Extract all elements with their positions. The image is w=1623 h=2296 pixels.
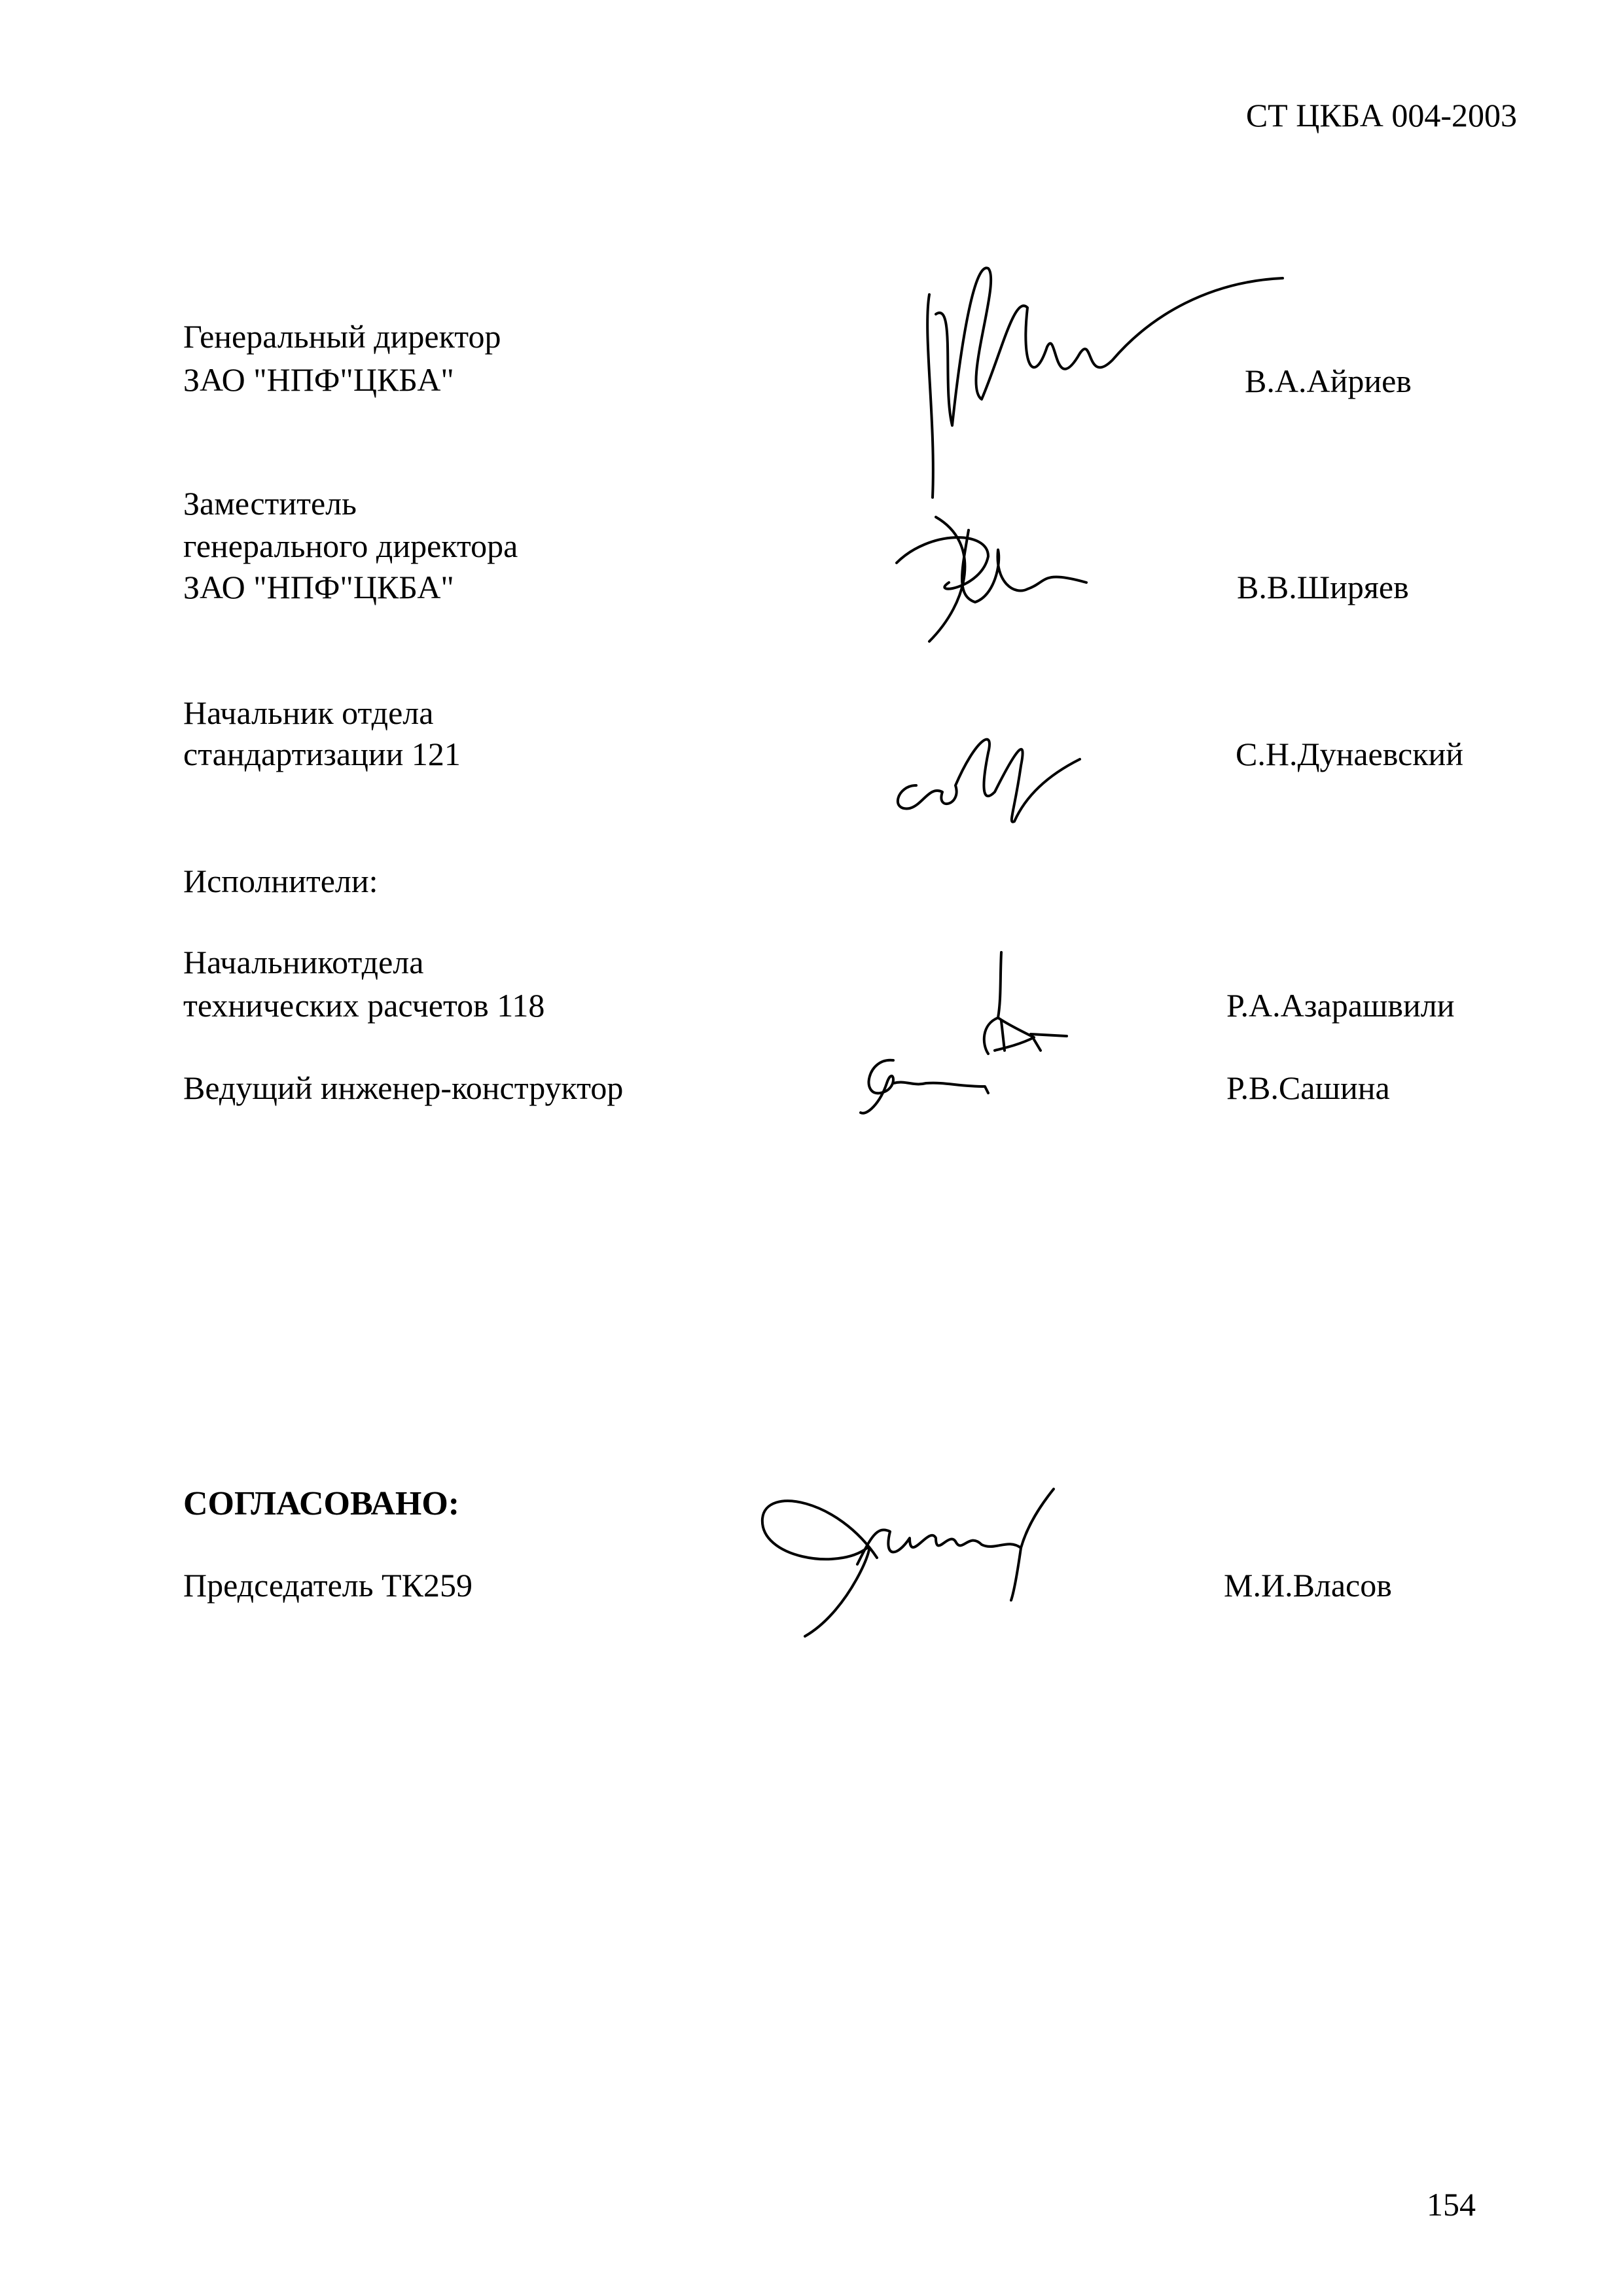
page-number: 154 — [1427, 2186, 1476, 2223]
position-line: Начальникотдела — [183, 944, 424, 980]
executor-name: Р.А.Азарашвили — [1226, 987, 1455, 1024]
position-line: генерального директора — [183, 528, 518, 564]
executors-heading: Исполнители: — [183, 863, 378, 899]
position-line: технических расчетов 118 — [183, 987, 545, 1024]
signature-image — [890, 504, 1093, 648]
signature-image — [883, 713, 1086, 828]
signature-image — [969, 952, 1086, 1057]
position-line: Генеральный директор — [183, 318, 501, 355]
approval-heading: СОГЛАСОВАНО: — [183, 1485, 460, 1522]
signatory-name: В.А.Айриев — [1245, 363, 1412, 399]
signature-image — [759, 1486, 1060, 1643]
position-line: Заместитель — [183, 485, 357, 522]
position-line: ЗАО "НПФ"ЦКБА" — [183, 361, 454, 398]
position-line: стандартизации 121 — [183, 736, 461, 772]
approver-name: М.И.Власов — [1224, 1567, 1392, 1604]
signature-image — [916, 255, 1283, 511]
position-line: ЗАО "НПФ"ЦКБА" — [183, 569, 454, 605]
approval-position: Председатель ТК259 — [183, 1567, 473, 1604]
position-line: Начальник отдела — [183, 694, 434, 731]
document-code: СТ ЦКБА 004-2003 — [1245, 97, 1517, 134]
signatory-name: В.В.Ширяев — [1237, 569, 1409, 605]
signatory-name: С.Н.Дунаевский — [1236, 736, 1464, 772]
position-line: Ведущий инженер-конструктор — [183, 1069, 624, 1106]
executor-name: Р.В.Сашина — [1226, 1069, 1390, 1106]
signature-image — [854, 1057, 998, 1116]
